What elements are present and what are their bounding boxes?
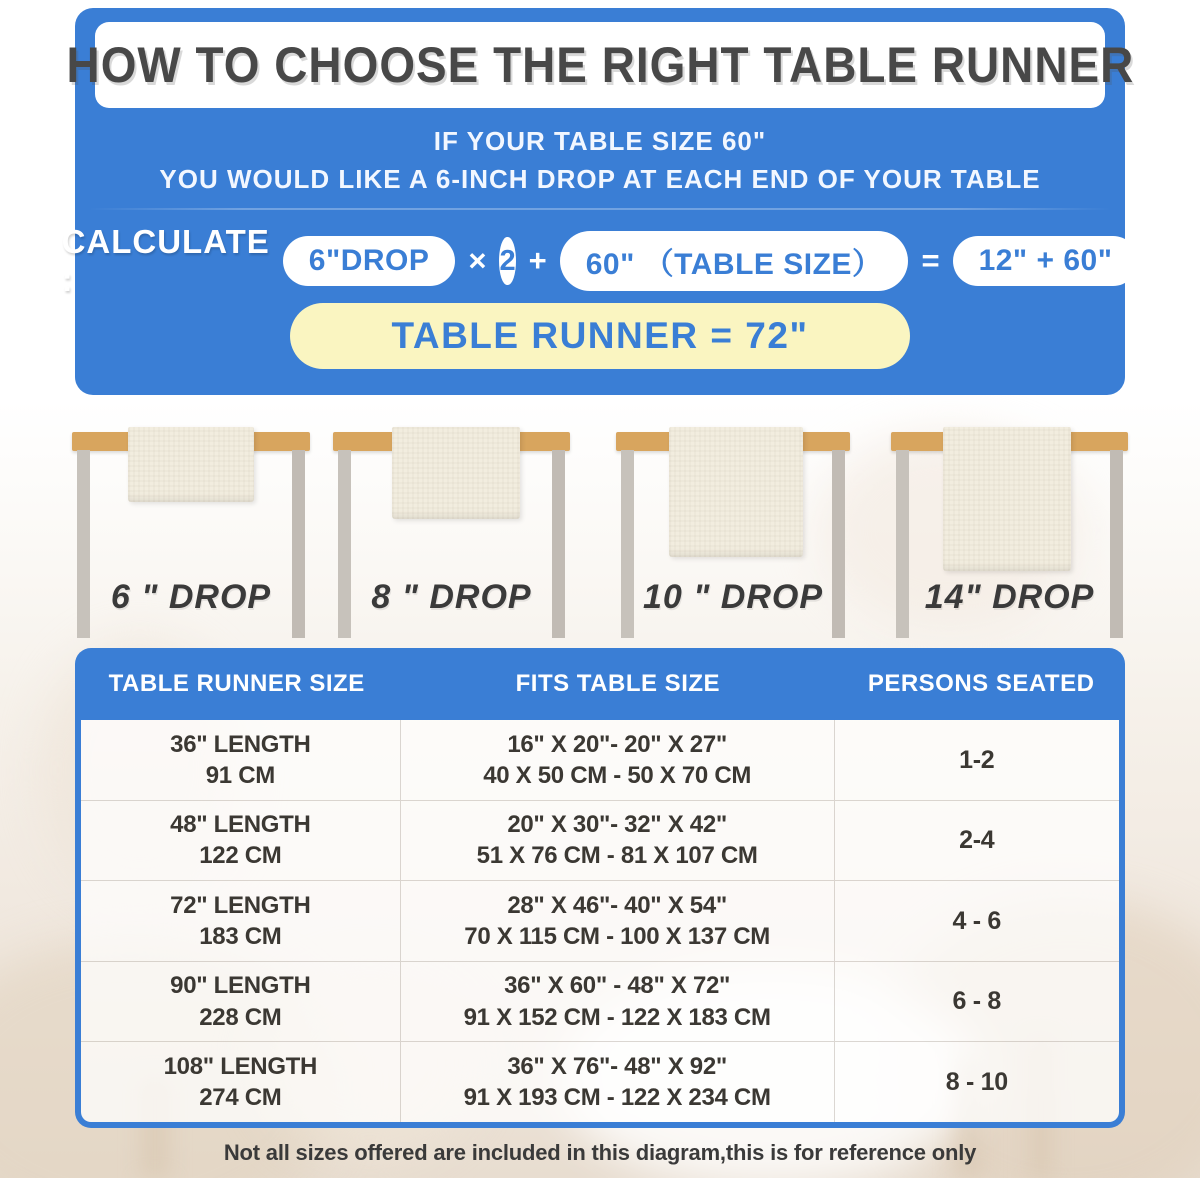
drop-label: 6 " DROP [110, 578, 272, 616]
persons-cell: 8 - 10 [945, 1067, 1008, 1096]
table-runner [669, 427, 803, 557]
runner-size-cell [81, 801, 401, 881]
table-row [81, 800, 1119, 881]
column-header-runner-size: TABLE RUNNER SIZE [108, 670, 365, 697]
drop-illustrations [0, 420, 1200, 648]
page-title: HOW TO CHOOSE THE RIGHT TABLE RUNNER [66, 35, 1134, 93]
subtitle-line-2: YOU WOULD LIKE A 6-INCH DROP AT EACH END OF YOUR TABLE [159, 164, 1041, 194]
runner-size-cm: 274 CM [199, 1084, 282, 1112]
persons-cell: 1-2 [959, 745, 995, 774]
fits-inches: 16" X 20"- 20" X 27" [507, 730, 727, 758]
drop-label: 10 " DROP [642, 578, 824, 616]
size-chart [75, 648, 1125, 1128]
fits-cm: 70 X 115 CM - 100 X 137 CM [464, 922, 770, 950]
table-illustration-10-drop [616, 420, 850, 648]
title-banner [66, 22, 1134, 108]
table-illustration-14-drop [891, 420, 1128, 648]
persons-cell: 6 - 8 [952, 987, 1002, 1016]
fits-inches: 28" X 46"- 40" X 54" [507, 891, 727, 919]
fits-cm: 40 X 50 CM - 50 X 70 CM [483, 761, 752, 789]
runner-size-inches: 90" LENGTH [170, 972, 311, 1000]
table-runner [943, 427, 1071, 571]
runner-size-inches: 48" LENGTH [170, 811, 311, 839]
size-chart-body [75, 720, 1125, 1128]
instruction-panel [61, 8, 1134, 395]
fits-inches: 36" X 76"- 48" X 92" [507, 1052, 727, 1080]
table-illustration-8-drop [333, 420, 570, 648]
plus-operator: + [528, 243, 547, 278]
runner-size-cm: 183 CM [199, 922, 282, 950]
runner-size-cell [81, 881, 401, 961]
fits-table-cell [401, 962, 835, 1042]
drop-value-pill: 6"DROP [283, 236, 456, 286]
fits-cm: 91 X 152 CM - 122 X 183 CM [463, 1003, 771, 1031]
fits-table-cell [401, 720, 835, 800]
column-header-fits-table: FITS TABLE SIZE [515, 670, 721, 697]
table-row [81, 720, 1119, 800]
disclaimer-note: Not all sizes offered are included in this diagram,this is for reference only [223, 1140, 977, 1165]
divider [89, 208, 1111, 210]
equals-operator: = [921, 243, 940, 278]
fits-cm: 91 X 193 CM - 122 X 234 CM [463, 1084, 771, 1112]
runner-size-cm: 228 CM [199, 1003, 282, 1031]
table-illustration-6-drop [72, 420, 310, 648]
persons-cell: 2-4 [959, 826, 995, 855]
fits-table-cell [401, 881, 835, 961]
multiply-operator: × [468, 243, 487, 278]
fits-cm: 51 X 76 CM - 81 X 107 CM [476, 842, 758, 870]
runner-size-cell [81, 720, 401, 800]
subtitle-line-1: IF YOUR TABLE SIZE 60" [433, 126, 767, 156]
fits-table-cell [401, 801, 835, 881]
count-pill: 2 [499, 237, 515, 285]
table-row [81, 1041, 1119, 1122]
table-runner [392, 427, 520, 519]
sum-pill: 12" + 60" [953, 236, 1139, 286]
persons-cell: 4 - 6 [952, 906, 1002, 935]
drop-label: 14" DROP [924, 578, 1095, 616]
drop-label: 8 " DROP [371, 578, 532, 616]
runner-size-inches: 72" LENGTH [170, 891, 311, 919]
result-banner: TABLE RUNNER = 72" [290, 303, 910, 369]
fits-inches: 20" X 30"- 32" X 42" [507, 811, 727, 839]
runner-size-inches: 108" LENGTH [163, 1052, 318, 1080]
calculate-label: CALCULATE : [61, 223, 270, 298]
table-row [81, 961, 1119, 1042]
runner-size-cm: 91 CM [205, 761, 275, 789]
fits-inches: 36" X 60" - 48" X 72" [504, 972, 731, 1000]
table-row [81, 880, 1119, 961]
runner-size-cm: 122 CM [199, 842, 282, 870]
size-chart-header [75, 648, 1125, 720]
calculation-row [61, 223, 1125, 298]
runner-size-inches: 36" LENGTH [170, 730, 311, 758]
column-header-persons: PERSONS SEATED [867, 670, 1095, 697]
runner-size-cell [81, 962, 401, 1042]
table-runner [128, 427, 254, 502]
fits-table-cell [401, 1042, 835, 1122]
table-size-pill: 60" （TABLE SIZE） [560, 231, 909, 291]
runner-size-cell [81, 1042, 401, 1122]
